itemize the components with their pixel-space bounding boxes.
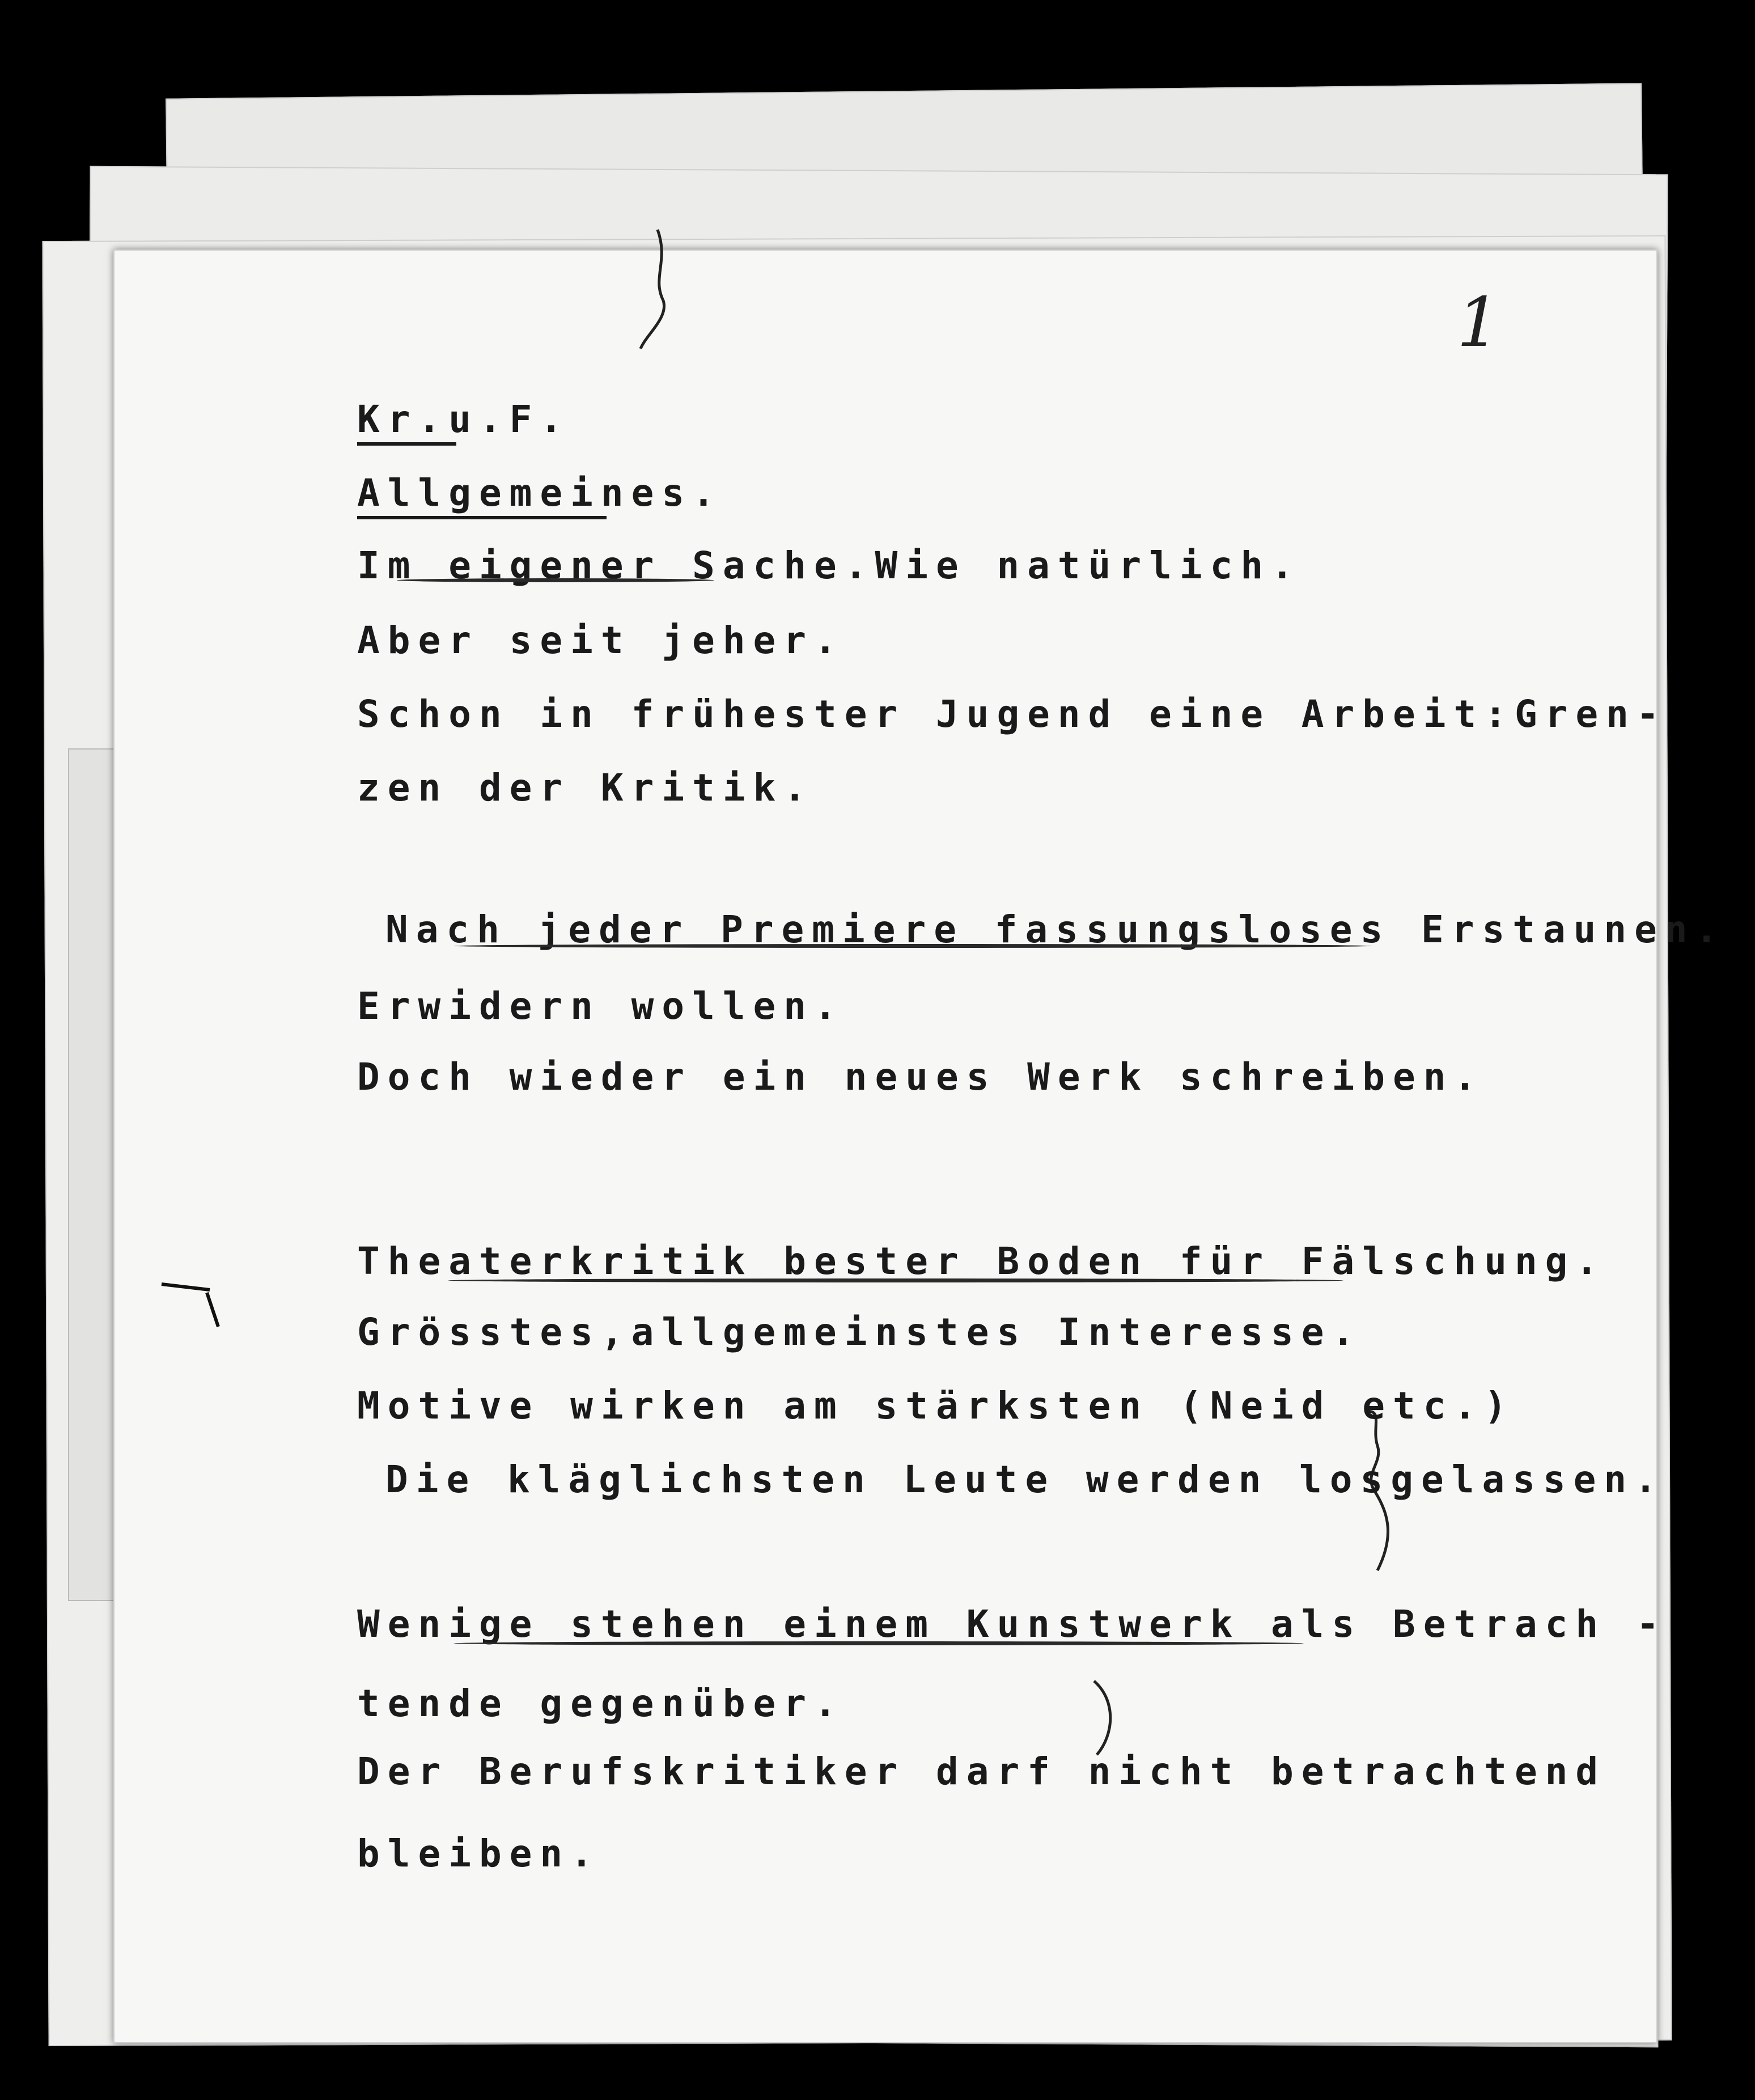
text-line-10: Theaterkritik bester Boden für Fälschung. xyxy=(357,1239,1606,1283)
pencil-tick-left xyxy=(159,1276,238,1332)
text-line-4: Aber seit jeher. xyxy=(357,619,845,662)
pencil-squiggle-top xyxy=(629,227,675,352)
underline-theaterkritik xyxy=(448,1278,1343,1282)
text-line-8: Erwidern wollen. xyxy=(357,984,845,1028)
text-line-7: Nach jeder Premiere fassungsloses Erstaunen. xyxy=(385,908,1726,951)
page-number: 1 xyxy=(1457,283,1500,362)
text-line-14: Wenige stehen einem Kunstwerk als Betrach - xyxy=(357,1602,1667,1646)
pencil-paren xyxy=(1088,1678,1122,1758)
heading-kr-u-f: Kr.u.F. xyxy=(357,397,571,441)
heading-allgemeines: Allgemeines. xyxy=(357,471,723,515)
underline-heading xyxy=(357,442,456,446)
text-line-12: Motive wirken am stärksten (Neid etc.) xyxy=(357,1384,1515,1428)
text-line-11: Grösstes,allgemeinstes Interesse. xyxy=(357,1310,1363,1354)
underline-wenige-stehen xyxy=(453,1641,1304,1645)
text-line-5: Schon in frühester Jugend eine Arbeit:Gren- xyxy=(357,692,1667,736)
text-line-9: Doch wieder ein neues Werk schreiben. xyxy=(357,1055,1485,1099)
text-line-6: zen der Kritik. xyxy=(357,766,815,810)
text-line-16: Der Berufskritiker darf nicht betrachtend xyxy=(357,1750,1606,1793)
text-line-17: bleiben. xyxy=(357,1832,601,1875)
text-line-13: Die kläglichsten Leute werden losgelassen. xyxy=(385,1458,1665,1501)
text-line-15: tende gegenüber. xyxy=(357,1682,845,1725)
underline-allgemeines xyxy=(357,516,607,519)
underline-eigener-sache xyxy=(397,578,714,582)
underline-nach-jeder-premiere xyxy=(453,944,1372,948)
text-line-3: Im eigener Sache.Wie natürlich. xyxy=(357,544,1302,587)
